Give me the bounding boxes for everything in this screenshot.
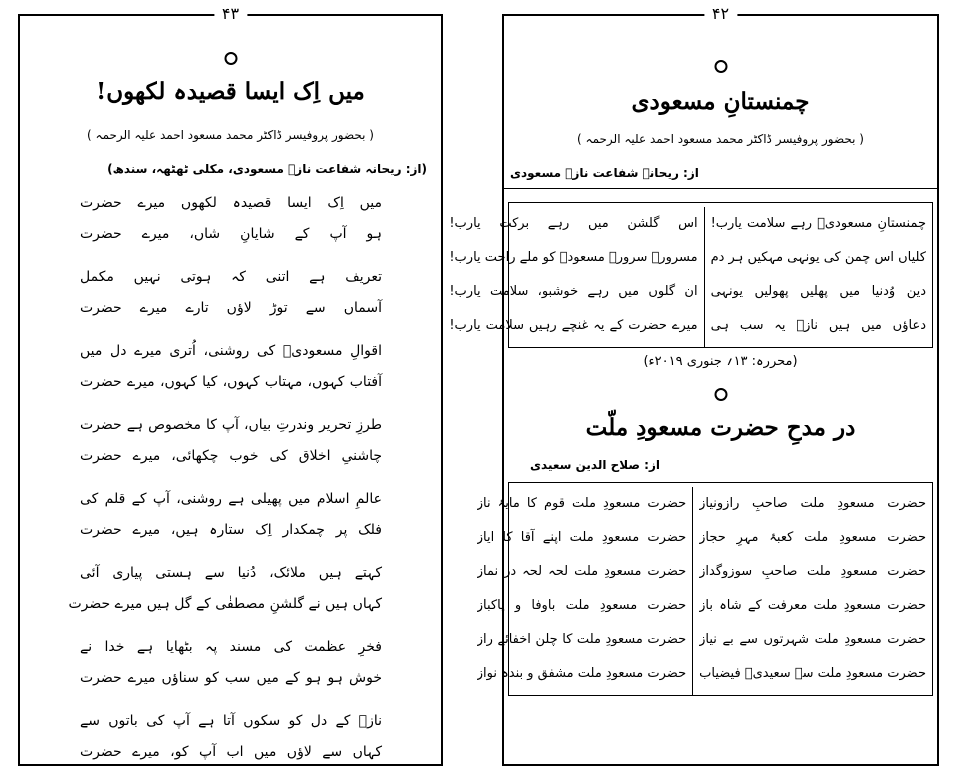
- verse-column: [693, 487, 932, 695]
- verse-line: اقوالِ مسعودیؔ کی روشنی، اُتری میرے دل میں: [80, 343, 382, 359]
- verse-cell: حضرت مسعودِ ملت لحہ لحہ در نماز: [476, 564, 687, 579]
- divider: [504, 188, 937, 189]
- stanza: [80, 706, 382, 768]
- verse-cell: حضرت مسعودِ ملت قوم کا مایۂ ناز: [476, 496, 687, 511]
- poem-author: (از: ریحانہ شفاعت نازؔ مسعودی، مکلی ٹھٹھہ، سندھ): [107, 162, 427, 176]
- verse-cell: حضرت مسعودِ ملت معرفت کے شاہ باز: [699, 598, 926, 613]
- verse-cell: ان گلوں میں رہے خوشبو، سلامت یارب!: [449, 284, 698, 299]
- right-page: [449, 4, 939, 766]
- verse-line: عالمِ اسلام میں پھیلی ہے روشنی، آپ کے قلم کی: [80, 491, 382, 507]
- poem-dedication: ( بحضور پروفیسر ڈاکٹر محمد مسعود احمد علیہ الرحمہ ): [87, 128, 374, 142]
- verse-line: کہتے ہیں ملائک، دُنیا سے ہستی پیاری آئی: [80, 565, 382, 581]
- verse-cell: حضرت مسعودِ ملت سے سعیدیؔ فیضیاب: [699, 666, 926, 681]
- verse-cell: حضرت مسعودِ ملت صاحبِ سوزوگداز: [699, 564, 926, 579]
- poem-title: میں اِک ایسا قصیدہ لکھوں!: [96, 78, 365, 105]
- verse-line: تعریف ہے اتنی کہ ہوتی نہیں مکمل: [80, 269, 382, 285]
- verse-line: کہاں ہیں نے گلشنِ مصطفٰی کے گل ہیں میرے حضرت: [68, 596, 382, 612]
- verse-line: خوش ہو ہو کے میں سب کو سناؤں میرے حضرت: [80, 670, 382, 686]
- verse-cell: حضرت مسعودِ ملت مشفق و بندہ نواز: [476, 666, 687, 681]
- poem-body: [68, 188, 382, 768]
- section-author: از: ریحانہ شفاعت نازؔ مسعودی: [510, 166, 699, 180]
- verse-column: [705, 207, 932, 347]
- verse-line: کہاں سے لاؤں میں اب آپ کو، میرے حضرت: [80, 744, 382, 760]
- verse-cell: حضرت مسعودِ ملت شہرتوں سے بے نیاز: [699, 632, 926, 647]
- stanza: [80, 188, 382, 250]
- verse-cell: حضرت مسعودِ ملت صاحبِ رازونیاز: [699, 496, 926, 511]
- verse-column: [443, 207, 704, 347]
- verse-table: [476, 482, 933, 696]
- page-number: ۴۲: [704, 4, 737, 24]
- verse-line: ہو آپ کے شایانِ شاں، میرے حضرت: [80, 226, 382, 242]
- verse-line: آسماں سے توڑ لاؤں تارے میرے حضرت: [80, 300, 382, 316]
- verse-line: نازؔ کے دل کو سکوں آتا ہے آپ کی باتوں سے: [80, 713, 382, 729]
- verse-cell: حضرت مسعودِ ملت اپنے آقا کا ایاز: [476, 530, 687, 545]
- verse-column: [471, 487, 693, 695]
- verse-cell: دعاؤں میں ہیں نازؔ یہ سب ہی: [710, 318, 926, 333]
- circle-ornament-icon: [714, 388, 727, 401]
- circle-ornament-icon: [714, 60, 727, 73]
- verse-line: فخرِ عظمت کی مسند پہ بٹھایا ہے خدا نے: [80, 639, 382, 655]
- verse-cell: حضرت مسعودِ ملت کعبۂ مہرِ حجاز: [699, 530, 926, 545]
- left-page: [18, 4, 443, 766]
- circle-ornament-icon: [224, 52, 237, 65]
- verse-line: آفتاب کہوں، مہتاب کہوں، کیا کہوں، میرے حضرت: [80, 374, 382, 390]
- date-note: (محررہ: ۱۳؍ جنوری ۲۰۱۹ء): [643, 354, 798, 369]
- verse-cell: دین وُدنیا میں پھلیں پھولیں یونہی: [710, 284, 926, 299]
- section-title: چمنستانِ مسعودی: [631, 88, 810, 115]
- verse-cell: اس گلشن میں رہے برکت یارب!: [449, 216, 698, 231]
- stanza: [80, 632, 382, 694]
- verse-cell: مسرورؔ سرورؔ مسعودؔ کو ملے راحت یارب!: [449, 250, 698, 265]
- section-author: از: صلاح الدین سعیدی: [530, 458, 660, 472]
- section-dedication: ( بحضور پروفیسر ڈاکٹر محمد مسعود احمد علیہ الرحمہ ): [577, 132, 864, 146]
- verse-cell: چمنستانِ مسعودیؔ رہے سلامت یارب!: [710, 216, 926, 231]
- stanza: [80, 484, 382, 546]
- verse-table: [449, 202, 933, 348]
- verse-cell: حضرت مسعودِ ملت کا چلن اخفائے راز: [476, 632, 687, 647]
- stanza: [80, 336, 382, 398]
- verse-line: فلک پر چمکدار اِک ستارہ ہیں، میرے حضرت: [80, 522, 382, 538]
- verse-cell: حضرت مسعودِ ملت باوفا و پاکباز: [476, 598, 687, 613]
- verse-cell: میرے حضرت کے یہ غنچے رہیں سلامت یارب!: [449, 318, 698, 333]
- stanza: [68, 558, 382, 620]
- verse-line: میں اِک ایسا قصیدہ لکھوں میرے حضرت: [80, 195, 382, 211]
- section-title: در مدحِ حضرت مسعودِ ملّت: [585, 414, 856, 441]
- page-number: ۴۳: [214, 4, 247, 24]
- verse-line: طرزِ تحریر وندرتِ بیاں، آپ کا مخصوص ہے حضرت: [80, 417, 382, 433]
- stanza: [80, 262, 382, 324]
- verse-cell: کلیاں اس چمن کی یونہی مہکیں ہر دم: [710, 250, 926, 265]
- stanza: [80, 410, 382, 472]
- verse-line: چاشنیِ اخلاق کی خوب چکھائی، میرے حضرت: [80, 448, 382, 464]
